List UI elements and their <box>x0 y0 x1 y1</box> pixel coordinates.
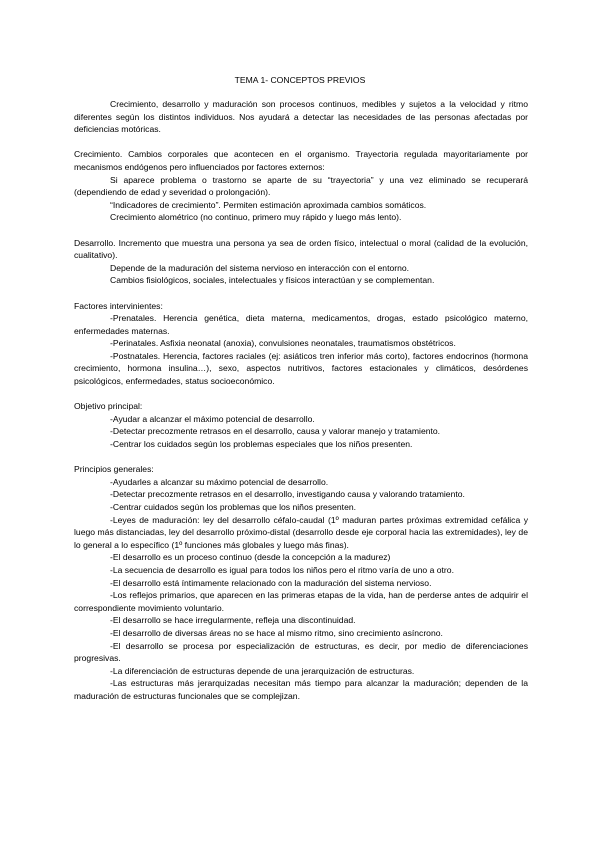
page-title: TEMA 1- CONCEPTOS PREVIOS <box>234 75 366 85</box>
document-body <box>74 98 528 703</box>
list-item: -Ayudarles a alcanzar su máximo potencial de desarrollo. <box>110 476 329 487</box>
crecimiento-definition: Crecimiento. Cambios corporales que acontecen en el organismo. Trayectoria regulada mayoritariamente por mecanismos endógenos pero influenciados por factores externos: <box>74 149 528 172</box>
list-item: -La diferenciación de estructuras depende de una jerarquización de estructuras. <box>110 665 415 676</box>
list-item: -La secuencia de desarrollo es igual para todos los niños pero el ritmo varía de uno a otro. <box>110 564 454 575</box>
list-item: -El desarrollo de diversas áreas no se hace al mismo ritmo, sino crecimiento asíncrono. <box>110 627 443 638</box>
objetivo-heading: Objetivo principal: <box>74 401 143 412</box>
list-item: -Centrar cuidados según los problemas que los niños presenten. <box>110 502 357 512</box>
list-item: -Centrar los cuidados según los problemas especiales que los niños presenten. <box>110 439 413 450</box>
desarrollo-definition: Desarrollo. Incremento que muestra una persona ya sea de orden físico, intelectual o moral (calidad de la evolución, cualitativo). <box>74 237 528 261</box>
list-item: -Perinatales. Asfixia neonatal (anoxia), convulsiones neonatales, traumatismos obstétricos. <box>110 338 456 349</box>
list-item: -Leyes de maduración: ley del desarrollo céfalo-caudal (1º maduran partes próximas extremidad cefálica y luego más distanciadas, ley del desarrollo próximo-distal (desarrollo desde eje corporal hacia las extremidades), ley de lo general a lo específico (1º funciones más globales y luego más finas). <box>74 514 528 550</box>
list-item: -El desarrollo es un proceso continuo (desde la concepción a la madurez) <box>110 552 391 563</box>
principios-heading: Principios generales: <box>74 464 154 475</box>
desarrollo-point: Cambios fisiológicos, sociales, intelectuales y físicos interactúan y se complementan. <box>110 275 435 286</box>
intro-paragraph: Crecimiento, desarrollo y maduración son procesos continuos, medibles y sujetos a la velocidad y ritmo diferentes según los distintos individuos. Nos ayudará a detectar las necesidades de las personas afectadas por deficiencias motóricas. <box>74 99 528 135</box>
list-item: -Las estructuras más jerarquizadas necesitan más tiempo para alcanzar la maduración; dependen de la maduración de estructuras funcionales que se complejizan. <box>74 678 528 701</box>
crecimiento-point: “Indicadores de crecimiento”. Permiten estimación aproximada cambios somáticos. <box>110 199 427 210</box>
list-item: -Postnatales. Herencia, factores raciales (ej: asiáticos tren inferior más corto), factores endocrinos (hormona crecimiento, hormona insulina…), sexo, aspectos nutritivos, factores estacionales y climáticos, desórdenes psicológicos, enfermedades, status socioeconómico. <box>74 350 528 387</box>
desarrollo-point: Depende de la maduración del sistema nervioso en interacción con el entorno. <box>110 262 410 273</box>
crecimiento-point: Si aparece problema o trastorno se aparte de su “trayectoria” y una vez eliminado se recuperará (dependiendo de edad y severidad o prolongación). <box>74 174 528 198</box>
list-item: -Los reflejos primarios, que aparecen en las primeras etapas de la vida, han de perderse antes de adquirir el correspondiente movimiento voluntario. <box>74 590 528 613</box>
list-item: -Detectar precozmente retrasos en el desarrollo, investigando causa y valorando tratamiento. <box>110 489 465 500</box>
list-item: -Prenatales. Herencia genética, dieta materna, medicamentos, drogas, estado psicológico materno, enfermedades maternas. <box>74 313 528 336</box>
list-item: -El desarrollo se procesa por especialización de estructuras, es decir, por medio de diferenciaciones progresivas. <box>74 640 528 664</box>
list-item: -El desarrollo está íntimamente relacionado con la maduración del sistema nervioso. <box>110 577 432 588</box>
list-item: -El desarrollo se hace irregularmente, refleja una discontinuidad. <box>110 615 356 626</box>
list-item: -Ayudar a alcanzar el máximo potencial de desarrollo. <box>110 413 315 424</box>
crecimiento-point: Crecimiento alométrico (no continuo, primero muy rápido y luego más lento). <box>110 212 402 223</box>
factores-heading: Factores intervinientes: <box>74 300 163 311</box>
list-item: -Detectar precozmente retrasos en el desarrollo, causa y valorar manejo y tratamiento. <box>110 426 441 437</box>
